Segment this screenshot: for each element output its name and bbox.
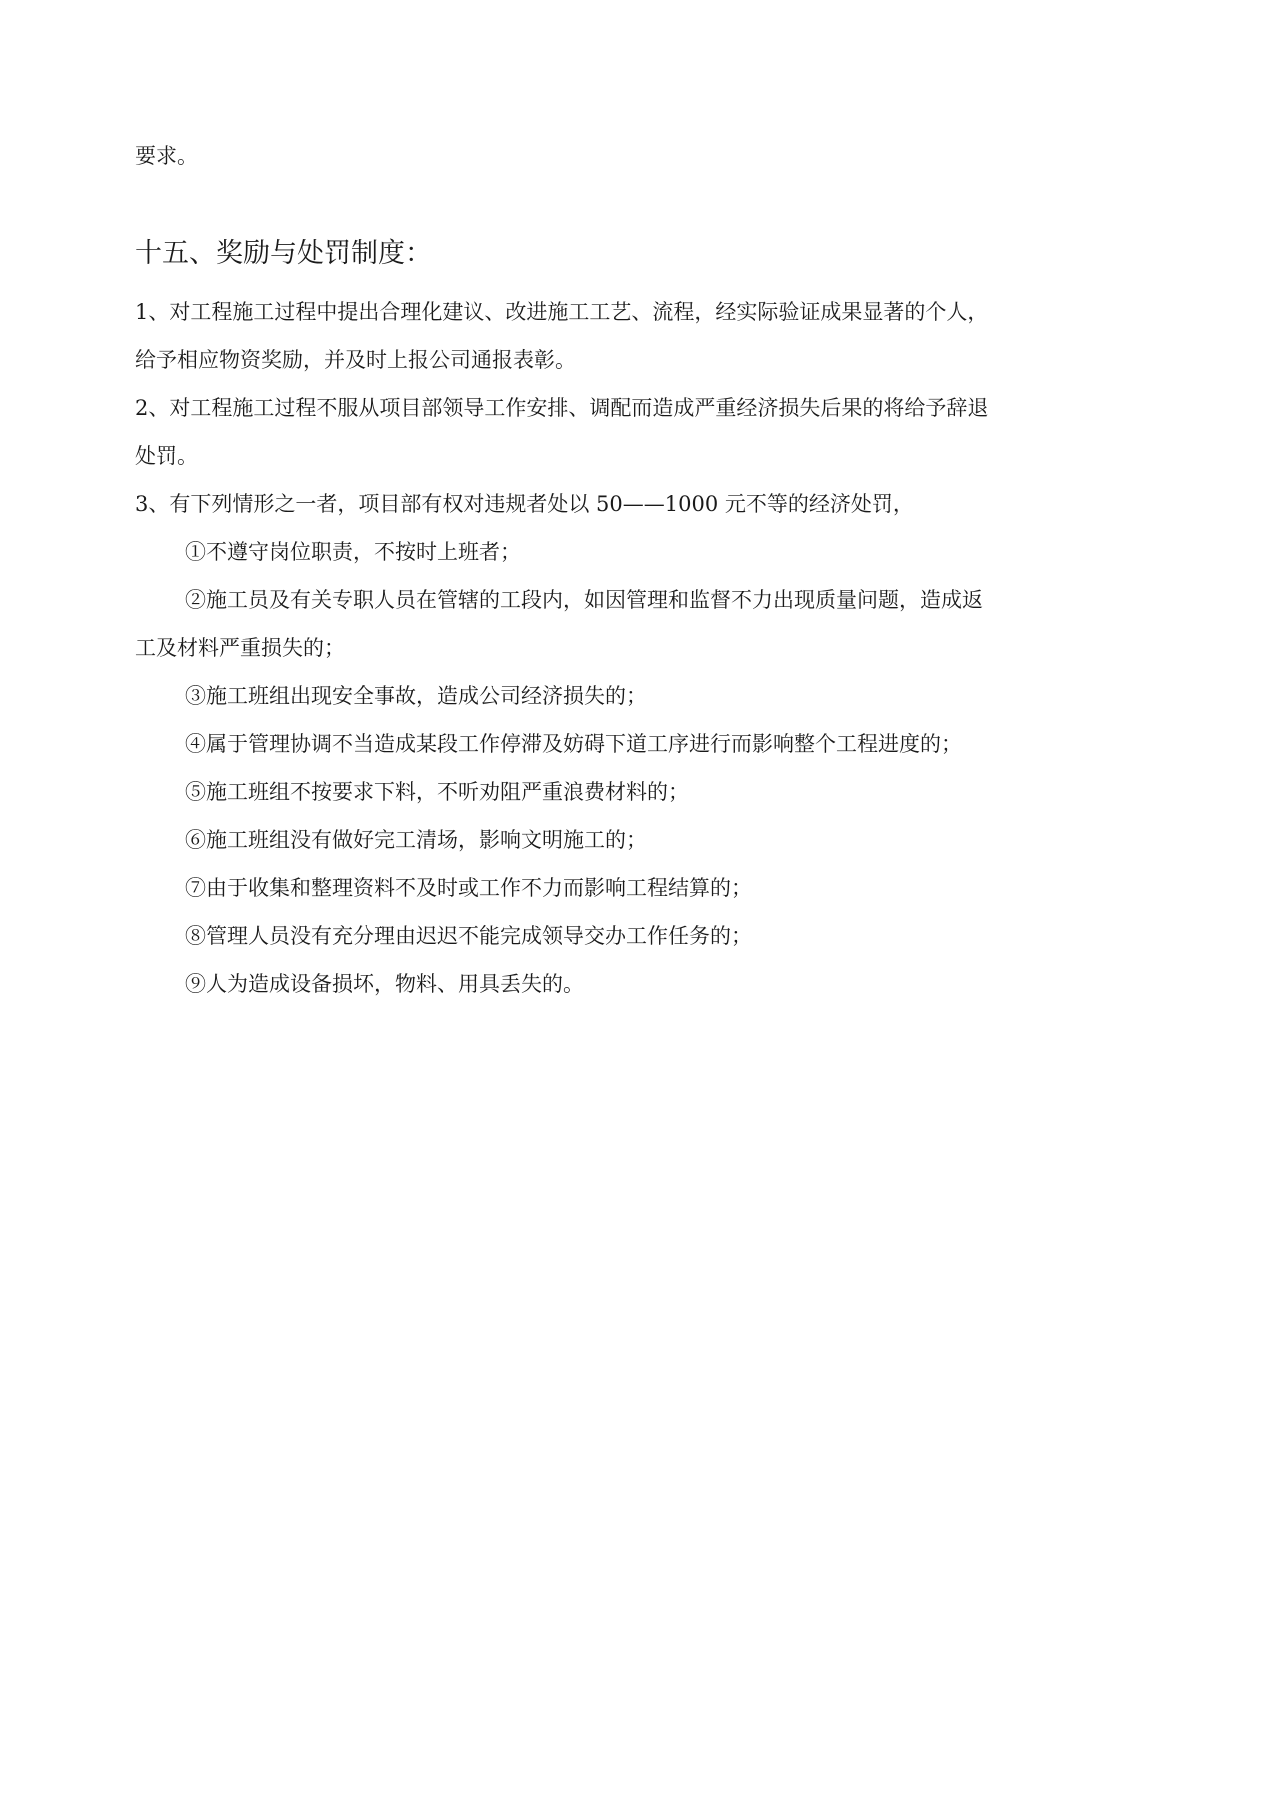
penalty-item-8: ⑧管理人员没有充分理由迟迟不能完成领导交办工作任务的；	[185, 924, 752, 948]
penalty-item-3: ③施工班组出现安全事故，造成公司经济损失的；	[185, 684, 647, 708]
rule-item-1-line-1: 1、对工程施工过程中提出合理化建议、改进施工工艺、流程，经实际验证成果显著的个人，	[135, 300, 989, 324]
penalty-item-7: ⑦由于收集和整理资料不及时或工作不力而影响工程结算的；	[185, 876, 752, 900]
penalty-item-9: ⑨人为造成设备损坏，物料、用具丢失的。	[185, 972, 584, 996]
penalty-item-4: ④属于管理协调不当造成某段工作停滞及妨碍下道工序进行而影响整个工程进度的；	[185, 732, 962, 756]
rule-item-3-line-1: 3、有下列情形之一者，项目部有权对违规者处以 50——1000 元不等的经济处罚，	[135, 492, 914, 516]
rule-item-3	[135, 480, 1175, 528]
rule-item-1	[135, 288, 1175, 384]
rule-item-1-line-2: 给予相应物资奖励，并及时上报公司通报表彰。	[135, 348, 576, 372]
rule-item-2	[135, 384, 1175, 480]
document-body	[135, 132, 1175, 1008]
carryover-text: 要求。	[135, 144, 198, 168]
penalty-item-5: ⑤施工班组不按要求下料，不听劝阻严重浪费材料的；	[185, 780, 689, 804]
section-heading: 十五、奖励与处罚制度：	[135, 238, 432, 269]
rule-item-2-line-1: 2、对工程施工过程不服从项目部领导工作安排、调配而造成严重经济损失后果的将给予辞退	[135, 396, 989, 420]
penalty-item-2-line-2: 工及材料严重损失的；	[135, 636, 345, 660]
penalty-item-1: ①不遵守岗位职责，不按时上班者；	[185, 540, 521, 564]
penalty-item-2-line-1: ②施工员及有关专职人员在管辖的工段内，如因管理和监督不力出现质量问题，造成返	[185, 588, 983, 612]
rule-item-2-line-2: 处罚。	[135, 444, 198, 468]
penalty-item-6: ⑥施工班组没有做好完工清场，影响文明施工的；	[185, 828, 647, 852]
